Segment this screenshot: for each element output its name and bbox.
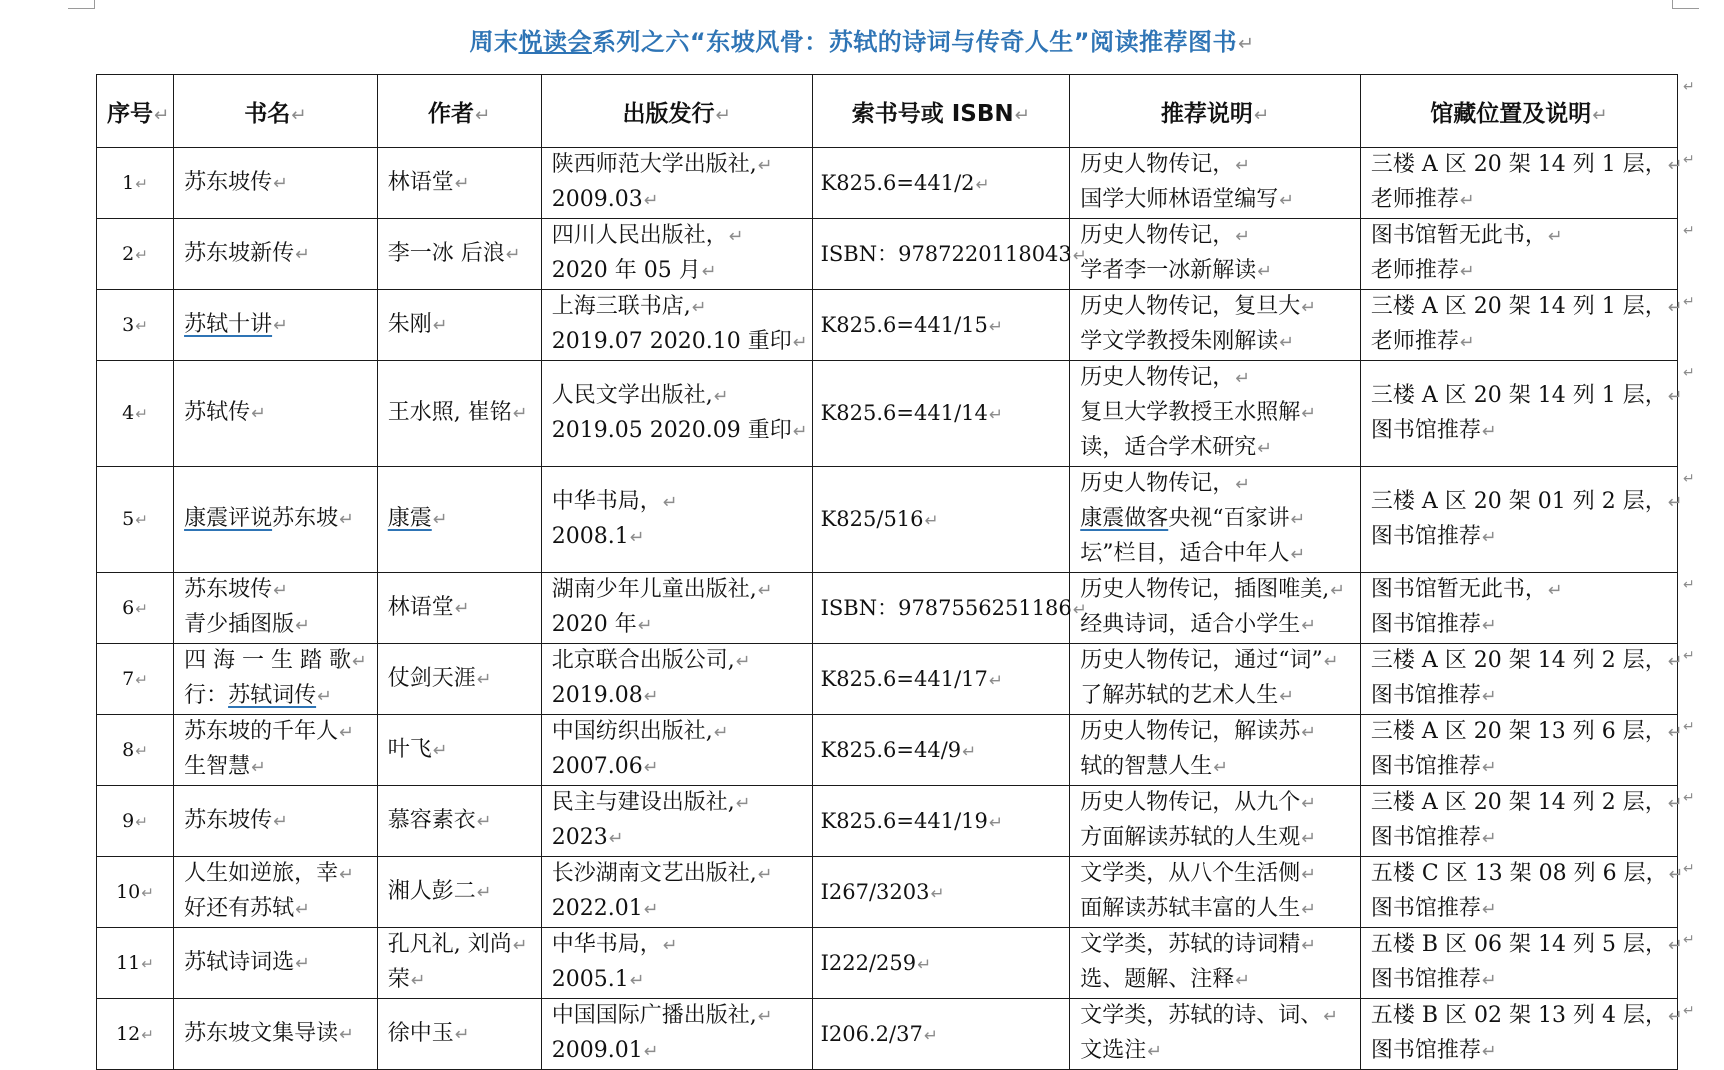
header-book-title: 书名↵ (174, 75, 378, 148)
paragraph-mark-icon: ↵ (962, 740, 977, 761)
paragraph-mark-icon: ↵ (757, 156, 773, 176)
paragraph-mark-icon: ↵ (1667, 652, 1683, 672)
paragraph-mark-icon: ↵ (454, 598, 470, 619)
cell-index: 8↵ (97, 715, 174, 786)
table-row (97, 786, 1678, 857)
table-row (97, 361, 1678, 467)
paragraph-mark-icon: ↵ (317, 687, 332, 707)
paragraph-mark-icon: ↵ (476, 882, 492, 903)
cell-recommendation: 文学类，苏轼的诗、词、↵ 文选注↵ (1070, 999, 1361, 1070)
paragraph-mark-icon: ↵ (273, 173, 288, 194)
paragraph-mark-icon: ↵ (1481, 1042, 1497, 1062)
row-end-mark-icon: ↵ (1683, 151, 1695, 168)
paragraph-mark-icon: ↵ (1290, 545, 1306, 565)
cell-location: 三楼 A 区 20 架 14 列 1 层，↵ 老师推荐↵ (1360, 290, 1677, 361)
table-row (97, 857, 1678, 928)
cell-call-number: I267/3203↵ (812, 857, 1070, 928)
paragraph-mark-icon: ↵ (1301, 298, 1316, 318)
paragraph-mark-icon: ↵ (339, 865, 354, 885)
paragraph-mark-icon: ↵ (792, 421, 808, 442)
cell-book-title: 苏轼诗词选↵ (174, 928, 378, 999)
paragraph-mark-icon: ↵ (1235, 227, 1250, 247)
paragraph-mark-icon: ↵ (735, 652, 751, 672)
paragraph-mark-icon: ↵ (295, 616, 310, 636)
paragraph-mark-icon: ↵ (1481, 687, 1497, 707)
cell-author: 李一冰 后浪↵ (377, 219, 541, 290)
cell-publisher: 中国国际广播出版社,↵ 2009.01↵ (541, 999, 812, 1070)
cell-recommendation: 历史人物传记，↵ 康震做客央视“百家讲↵ 坛”栏目，适合中年人↵ (1070, 467, 1361, 573)
cell-index: 10↵ (97, 857, 174, 928)
cell-author: 林语堂↵ (377, 573, 541, 644)
paragraph-mark-icon: ↵ (988, 811, 1003, 832)
cell-book-title: 苏东坡的千年人↵ 生智慧↵ (174, 715, 378, 786)
paragraph-mark-icon: ↵ (273, 811, 288, 832)
paragraph-mark-icon: ↵ (1147, 1042, 1162, 1062)
paragraph-mark-icon: ↵ (1667, 298, 1683, 318)
row-end-mark-icon: ↵ (1683, 789, 1695, 806)
cell-recommendation: 历史人物传记，复旦大↵ 学文学教授朱刚解读↵ (1070, 290, 1361, 361)
paragraph-mark-icon: ↵ (1213, 758, 1228, 778)
cell-recommendation: 历史人物传记，↵ 学者李一冰新解读↵ (1070, 219, 1361, 290)
cell-publisher: 湖南少年儿童出版社,↵ 2020 年↵ (541, 573, 812, 644)
paragraph-mark-icon: ↵ (432, 740, 448, 761)
paragraph-mark-icon: ↵ (1301, 404, 1316, 424)
paragraph-mark-icon: ↵ (1072, 244, 1087, 265)
paragraph-mark-icon: ↵ (757, 581, 773, 601)
header-index: 序号↵ (97, 75, 174, 148)
paragraph-mark-icon: ↵ (141, 883, 154, 902)
table-header-row (97, 75, 1678, 148)
cell-location: 三楼 A 区 20 架 14 列 2 层，↵ 图书馆推荐↵ (1360, 644, 1677, 715)
row-end-mark-icon: ↵ (1683, 1002, 1695, 1019)
cell-call-number: I206.2/37↵ (812, 999, 1070, 1070)
paragraph-mark-icon: ↵ (1301, 723, 1316, 743)
cell-recommendation: 历史人物传记，从九个↵ 方面解读苏轼的人生观↵ (1070, 786, 1361, 857)
row-end-mark-icon: ↵ (1683, 718, 1695, 735)
cell-index: 3↵ (97, 290, 174, 361)
paragraph-mark-icon: ↵ (924, 510, 939, 530)
paragraph-mark-icon: ↵ (1072, 598, 1087, 619)
paragraph-mark-icon: ↵ (1257, 262, 1272, 282)
paragraph-mark-icon: ↵ (757, 1007, 773, 1027)
cell-index: 12↵ (97, 999, 174, 1070)
paragraph-mark-icon: ↵ (1301, 900, 1316, 920)
paragraph-mark-icon: ↵ (454, 173, 470, 194)
paragraph-mark-icon: ↵ (1235, 369, 1250, 389)
paragraph-mark-icon: ↵ (1235, 475, 1250, 495)
paragraph-mark-icon: ↵ (1237, 32, 1255, 55)
paragraph-mark-icon: ↵ (643, 900, 659, 920)
row-end-mark-icon: ↵ (1683, 470, 1695, 487)
paragraph-mark-icon: ↵ (988, 315, 1003, 336)
paragraph-mark-icon: ↵ (352, 652, 367, 672)
paragraph-mark-icon: ↵ (1459, 191, 1475, 211)
cell-index: 4↵ (97, 361, 174, 467)
paragraph-mark-icon: ↵ (735, 794, 751, 814)
cell-index: 11↵ (97, 928, 174, 999)
table-body (97, 148, 1684, 1070)
header-recommendation: 推荐说明↵ (1070, 75, 1361, 148)
paragraph-mark-icon: ↵ (295, 244, 310, 265)
cell-location: 五楼 B 区 06 架 14 列 5 层，↵ 图书馆推荐↵ (1360, 928, 1677, 999)
paragraph-mark-icon: ↵ (713, 386, 729, 407)
paragraph-mark-icon: ↵ (135, 511, 148, 529)
cell-call-number: K825.6=441/2↵ (812, 148, 1070, 219)
paragraph-mark-icon: ↵ (1667, 794, 1683, 814)
cell-author: 徐中玉↵ (377, 999, 541, 1070)
cell-book-title: 苏东坡传↵ 青少插图版↵ (174, 573, 378, 644)
paragraph-mark-icon: ↵ (135, 174, 148, 193)
paragraph-mark-icon: ↵ (432, 510, 448, 530)
paragraph-mark-icon: ↵ (135, 316, 148, 335)
paragraph-mark-icon: ↵ (1279, 687, 1294, 707)
cell-publisher: 四川人民出版社，↵ 2020 年 05 月↵ (541, 219, 812, 290)
paragraph-mark-icon: ↵ (975, 173, 990, 194)
paragraph-mark-icon: ↵ (643, 191, 659, 211)
paragraph-mark-icon: ↵ (608, 829, 624, 849)
paragraph-mark-icon: ↵ (701, 262, 717, 282)
paragraph-mark-icon: ↵ (1481, 829, 1497, 849)
paragraph-mark-icon: ↵ (512, 936, 528, 956)
row-end-mark-icon: ↵ (1683, 78, 1695, 95)
paragraph-mark-icon: ↵ (1667, 156, 1683, 176)
paragraph-mark-icon: ↵ (713, 723, 729, 743)
cell-recommendation: 历史人物传记，插图唯美,↵ 经典诗词，适合小学生↵ (1070, 573, 1361, 644)
page-corner-mark-left (68, 0, 95, 9)
paragraph-mark-icon: ↵ (629, 971, 645, 991)
cell-call-number: K825.6=441/19↵ (812, 786, 1070, 857)
cell-author: 叶飞↵ (377, 715, 541, 786)
paragraph-mark-icon: ↵ (637, 616, 653, 636)
paragraph-mark-icon: ↵ (988, 404, 1003, 424)
paragraph-mark-icon: ↵ (135, 812, 148, 831)
paragraph-mark-icon: ↵ (691, 298, 707, 318)
cell-book-title: 人生如逆旅，幸↵ 好还有苏轼↵ (174, 857, 378, 928)
paragraph-mark-icon: ↵ (1481, 616, 1497, 636)
header-publisher: 出版发行↵ (541, 75, 812, 148)
cell-location: 五楼 B 区 02 架 13 列 4 层，↵ 图书馆推荐↵ (1360, 999, 1677, 1070)
cell-location: 三楼 A 区 20 架 14 列 1 层，↵ 老师推荐↵ (1360, 148, 1677, 219)
title-underlined-word: 悦读会 (518, 28, 592, 56)
cell-call-number: ISBN：9787220118043↵ (812, 219, 1070, 290)
row-end-mark-icon: ↵ (1683, 364, 1695, 381)
cell-index: 7↵ (97, 644, 174, 715)
paragraph-mark-icon: ↵ (476, 669, 492, 690)
paragraph-mark-icon: ↵ (410, 971, 426, 991)
cell-call-number: K825.6=441/15↵ (812, 290, 1070, 361)
paragraph-mark-icon: ↵ (135, 599, 148, 618)
paragraph-mark-icon: ↵ (135, 670, 148, 689)
paragraph-mark-icon: ↵ (1547, 227, 1563, 247)
paragraph-mark-icon: ↵ (1667, 386, 1683, 407)
book-recommendation-table (96, 74, 1684, 1070)
title-suffix: 系列之六“东坡风骨：苏轼的诗词与传奇人生”阅读推荐图书 (591, 28, 1237, 56)
cell-author: 朱刚↵ (377, 290, 541, 361)
paragraph-mark-icon: ↵ (251, 758, 266, 778)
cell-book-title: 苏东坡传↵ (174, 148, 378, 219)
paragraph-mark-icon: ↵ (1330, 581, 1345, 601)
paragraph-mark-icon: ↵ (1667, 936, 1683, 956)
cell-call-number: I222/259↵ (812, 928, 1070, 999)
paragraph-mark-icon: ↵ (1279, 191, 1294, 211)
cell-author: 康震↵ (377, 467, 541, 573)
header-author: 作者↵ (377, 75, 541, 148)
paragraph-mark-icon: ↵ (273, 581, 288, 601)
paragraph-mark-icon: ↵ (643, 758, 659, 778)
document-title (0, 22, 1724, 57)
table-row (97, 148, 1678, 219)
cell-book-title: 苏东坡新传↵ (174, 219, 378, 290)
cell-recommendation: 历史人物传记，解读苏↵ 轼的智慧人生↵ (1070, 715, 1361, 786)
cell-recommendation: 文学类，苏轼的诗词精↵ 选、题解、注释↵ (1070, 928, 1361, 999)
paragraph-mark-icon: ↵ (792, 333, 808, 353)
paragraph-mark-icon: ↵ (1481, 527, 1497, 548)
cell-location: 图书馆暂无此书，↵ 老师推荐↵ (1360, 219, 1677, 290)
row-end-mark-icon: ↵ (1683, 647, 1695, 664)
paragraph-mark-icon: ↵ (988, 669, 1003, 690)
paragraph-mark-icon: ↵ (1279, 333, 1294, 353)
paragraph-mark-icon: ↵ (251, 404, 266, 424)
paragraph-mark-icon: ↵ (1667, 492, 1683, 513)
table-row (97, 715, 1678, 786)
paragraph-mark-icon: ↵ (757, 865, 773, 885)
row-end-mark-icon: ↵ (1683, 293, 1695, 310)
cell-call-number: K825/516↵ (812, 467, 1070, 573)
cell-recommendation: 历史人物传记，通过“词”↵ 了解苏轼的艺术人生↵ (1070, 644, 1361, 715)
paragraph-mark-icon: ↵ (1301, 616, 1316, 636)
cell-book-title: 苏轼十讲↵ (174, 290, 378, 361)
paragraph-mark-icon: ↵ (662, 936, 678, 956)
paragraph-mark-icon: ↵ (1301, 794, 1316, 814)
cell-publisher: 中华书局，↵ 2005.1↵ (541, 928, 812, 999)
row-end-mark-icon: ↵ (1683, 931, 1695, 948)
paragraph-mark-icon: ↵ (930, 882, 945, 903)
paragraph-mark-icon: ↵ (454, 1024, 470, 1045)
cell-author: 慕容素衣↵ (377, 786, 541, 857)
paragraph-mark-icon: ↵ (505, 244, 521, 265)
cell-call-number: K825.6=44/9↵ (812, 715, 1070, 786)
paragraph-mark-icon: ↵ (1235, 156, 1250, 176)
paragraph-mark-icon: ↵ (1481, 971, 1497, 991)
row-end-mark-icon: ↵ (1683, 576, 1695, 593)
cell-location: 五楼 C 区 13 架 08 列 6 层，↵ 图书馆推荐↵ (1360, 857, 1677, 928)
paragraph-mark-icon: ↵ (1301, 865, 1316, 885)
paragraph-mark-icon: ↵ (1668, 865, 1684, 885)
paragraph-mark-icon: ↵ (1323, 1007, 1338, 1027)
cell-publisher: 长沙湖南文艺出版社,↵ 2022.01↵ (541, 857, 812, 928)
cell-recommendation: 文学类，从八个生活侧↵ 面解读苏轼丰富的人生↵ (1070, 857, 1361, 928)
paragraph-mark-icon: ↵ (295, 953, 310, 974)
table-row (97, 928, 1678, 999)
cell-location: 三楼 A 区 20 架 01 列 2 层，↵ 图书馆推荐↵ (1360, 467, 1677, 573)
table-row (97, 644, 1678, 715)
paragraph-mark-icon: ↵ (339, 510, 354, 530)
cell-publisher: 陕西师范大学出版社,↵ 2009.03↵ (541, 148, 812, 219)
paragraph-mark-icon: ↵ (1301, 829, 1316, 849)
paragraph-mark-icon: ↵ (923, 1024, 938, 1045)
paragraph-mark-icon: ↵ (1323, 652, 1339, 672)
paragraph-mark-icon: ↵ (1459, 262, 1475, 282)
paragraph-mark-icon: ↵ (339, 723, 354, 743)
cell-publisher: 民主与建设出版社,↵ 2023↵ (541, 786, 812, 857)
page-corner-mark-right (1672, 0, 1699, 9)
cell-recommendation: 历史人物传记，↵ 复旦大学教授王水照解↵ 读，适合学术研究↵ (1070, 361, 1361, 467)
row-end-mark-icon: ↵ (1683, 860, 1695, 877)
cell-call-number: K825.6=441/14↵ (812, 361, 1070, 467)
cell-author: 林语堂↵ (377, 148, 541, 219)
paragraph-mark-icon: ↵ (135, 405, 148, 423)
cell-author: 王水照, 崔铭↵ (377, 361, 541, 467)
cell-location: 三楼 A 区 20 架 13 列 6 层，↵ 图书馆推荐↵ (1360, 715, 1677, 786)
cell-publisher: 上海三联书店,↵ 2019.07 2020.10 重印↵ (541, 290, 812, 361)
cell-author: 仗剑天涯↵ (377, 644, 541, 715)
paragraph-mark-icon: ↵ (141, 954, 154, 973)
cell-book-title: 苏轼传↵ (174, 361, 378, 467)
table-row (97, 219, 1678, 290)
paragraph-mark-icon: ↵ (135, 741, 148, 760)
paragraph-mark-icon: ↵ (476, 811, 492, 832)
table-row (97, 467, 1678, 573)
paragraph-mark-icon: ↵ (728, 227, 744, 247)
paragraph-mark-icon: ↵ (339, 1024, 354, 1045)
cell-location: 三楼 A 区 20 架 14 列 1 层，↵ 图书馆推荐↵ (1360, 361, 1677, 467)
paragraph-mark-icon: ↵ (295, 900, 310, 920)
paragraph-mark-icon: ↵ (1481, 421, 1497, 442)
paragraph-mark-icon: ↵ (1459, 333, 1475, 353)
title-prefix: 周末 (469, 28, 519, 56)
paragraph-mark-icon: ↵ (1257, 439, 1272, 459)
cell-index: 6↵ (97, 573, 174, 644)
table-row (97, 290, 1678, 361)
cell-index: 1↵ (97, 148, 174, 219)
header-location: 馆藏位置及说明↵ (1360, 75, 1677, 148)
paragraph-mark-icon: ↵ (629, 527, 645, 548)
cell-index: 5↵ (97, 467, 174, 573)
cell-call-number: ISBN：9787556251186↵ (812, 573, 1070, 644)
cell-location: 三楼 A 区 20 架 14 列 2 层，↵ 图书馆推荐↵ (1360, 786, 1677, 857)
paragraph-mark-icon: ↵ (432, 315, 448, 336)
cell-recommendation: 历史人物传记，↵ 国学大师林语堂编写↵ (1070, 148, 1361, 219)
row-end-mark-icon: ↵ (1683, 222, 1695, 239)
cell-book-title: 康震评说苏东坡↵ (174, 467, 378, 573)
cell-location: 图书馆暂无此书，↵ 图书馆推荐↵ (1360, 573, 1677, 644)
cell-publisher: 中华书局，↵ 2008.1↵ (541, 467, 812, 573)
header-call-number: 索书号或 ISBN↵ (812, 75, 1070, 148)
cell-publisher: 北京联合出版公司,↵ 2019.08↵ (541, 644, 812, 715)
cell-book-title: 苏东坡文集导读↵ (174, 999, 378, 1070)
paragraph-mark-icon: ↵ (1547, 581, 1563, 601)
paragraph-mark-icon: ↵ (1290, 510, 1306, 530)
paragraph-mark-icon: ↵ (512, 404, 528, 424)
cell-author: 湘人彭二↵ (377, 857, 541, 928)
cell-call-number: K825.6=441/17↵ (812, 644, 1070, 715)
cell-index: 2↵ (97, 219, 174, 290)
paragraph-mark-icon: ↵ (662, 492, 678, 513)
paragraph-mark-icon: ↵ (135, 245, 148, 264)
cell-book-title: 苏东坡传↵ (174, 786, 378, 857)
cell-book-title: 四 海 一 生 踏 歌↵ 行：苏轼词传↵ (174, 644, 378, 715)
cell-publisher: 中国纺织出版社,↵ 2007.06↵ (541, 715, 812, 786)
cell-index: 9↵ (97, 786, 174, 857)
paragraph-mark-icon: ↵ (1481, 900, 1497, 920)
cell-publisher: 人民文学出版社,↵ 2019.05 2020.09 重印↵ (541, 361, 812, 467)
table-row (97, 999, 1678, 1070)
paragraph-mark-icon: ↵ (141, 1025, 154, 1044)
paragraph-mark-icon: ↵ (1667, 723, 1683, 743)
paragraph-mark-icon: ↵ (643, 1042, 659, 1062)
table-row (97, 573, 1678, 644)
paragraph-mark-icon: ↵ (917, 953, 932, 974)
paragraph-mark-icon: ↵ (1235, 971, 1250, 991)
paragraph-mark-icon: ↵ (273, 315, 288, 336)
paragraph-mark-icon: ↵ (1667, 1007, 1683, 1027)
cell-author: 孔凡礼, 刘尚↵ 荣↵ (377, 928, 541, 999)
paragraph-mark-icon: ↵ (1301, 936, 1316, 956)
paragraph-mark-icon: ↵ (1481, 758, 1497, 778)
paragraph-mark-icon: ↵ (643, 687, 659, 707)
